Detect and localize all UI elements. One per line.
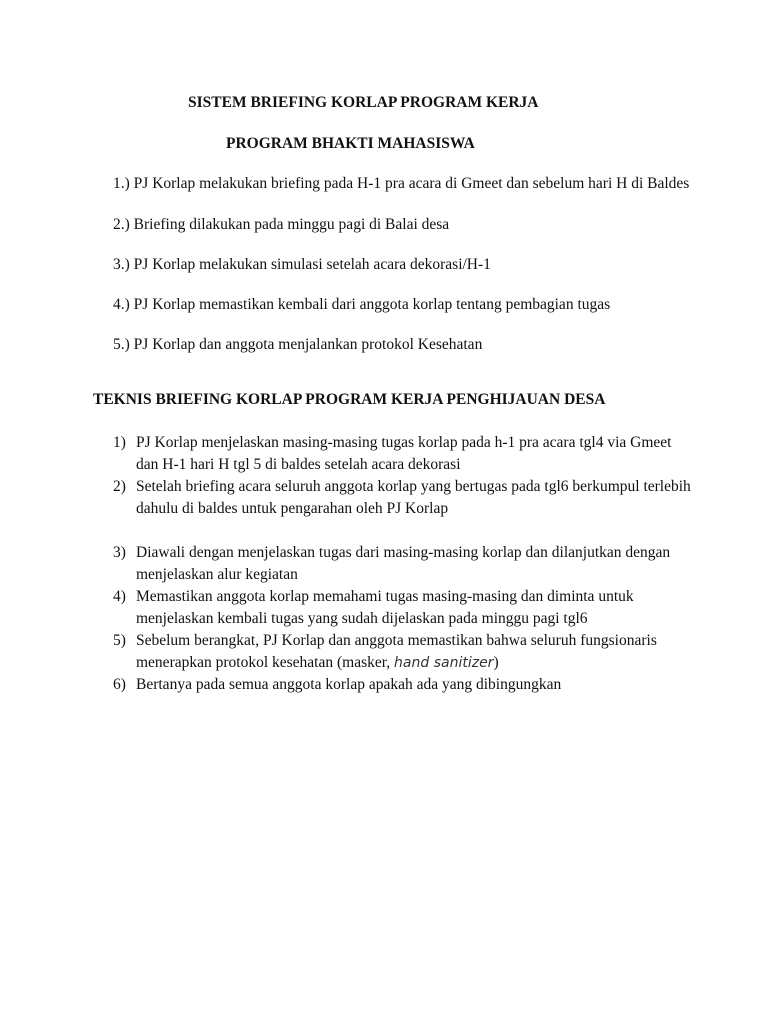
step-number: 4) [113, 588, 126, 605]
step-number: 3) [113, 544, 126, 561]
italic-term: hand sanitizer [394, 655, 494, 671]
intro-item-5: 5.) PJ Korlap dan anggota menjalankan protokol Kesehatan [113, 336, 483, 353]
step-item-5 [113, 630, 693, 674]
intro-item-1: 1.) PJ Korlap melakukan briefing pada H-1 pra acara di Gmeet dan sebelum hari H di Baldes [113, 175, 690, 192]
step-text: Setelah briefing acara seluruh anggota korlap yang bertugas pada tgl6 berkumpul terlebih dahulu di baldes untuk pengarahan oleh PJ Korlap [136, 478, 691, 517]
intro-item-3: 3.) PJ Korlap melakukan simulasi setelah acara dekorasi/H-1 [113, 256, 491, 273]
intro-item-4: 4.) PJ Korlap memastikan kembali dari anggota korlap tentang pembagian tugas [113, 296, 611, 313]
main-title: SISTEM BRIEFING KORLAP PROGRAM KERJA [188, 94, 539, 111]
step-item-3 [113, 542, 693, 586]
step-text: Diawali dengan menjelaskan tugas dari masing-masing korlap dan dilanjutkan dengan menjelaskan alur kegiatan [136, 544, 671, 583]
step-text-start: Sebelum berangkat, PJ Korlap dan anggota memastikan bahwa seluruh fungsionaris menerapkan protokol kesehatan (masker, [136, 632, 657, 671]
intro-item-2: 2.) Briefing dilakukan pada minggu pagi di Balai desa [113, 216, 450, 233]
step-number: 5) [113, 632, 126, 649]
step-text: PJ Korlap menjelaskan masing-masing tugas korlap pada h-1 pra acara tgl4 via Gmeet dan H-1 hari H tgl 5 di baldes setelah acara dekorasi [136, 434, 672, 473]
step-text: Bertanya pada semua anggota korlap apakah ada yang dibingungkan [136, 676, 562, 693]
step-item-1 [113, 432, 693, 476]
step-text: Memastikan anggota korlap memahami tugas masing-masing dan diminta untuk menjelaskan kembali tugas yang sudah dijelaskan pada minggu pagi tgl6 [136, 588, 634, 627]
step-text [136, 630, 693, 674]
step-text-end: ) [493, 654, 499, 671]
step-number: 2) [113, 478, 126, 495]
step-item-2 [113, 476, 693, 520]
section-title: TEKNIS BRIEFING KORLAP PROGRAM KERJA PENGHIJAUAN DESA [93, 391, 606, 408]
steps-list [113, 432, 693, 696]
step-item-4 [113, 586, 693, 630]
step-number: 1) [113, 434, 126, 451]
step-item-6 [113, 674, 693, 696]
intro-list [113, 173, 733, 374]
sub-title: PROGRAM BHAKTI MAHASISWA [226, 135, 475, 152]
step-number: 6) [113, 676, 126, 693]
